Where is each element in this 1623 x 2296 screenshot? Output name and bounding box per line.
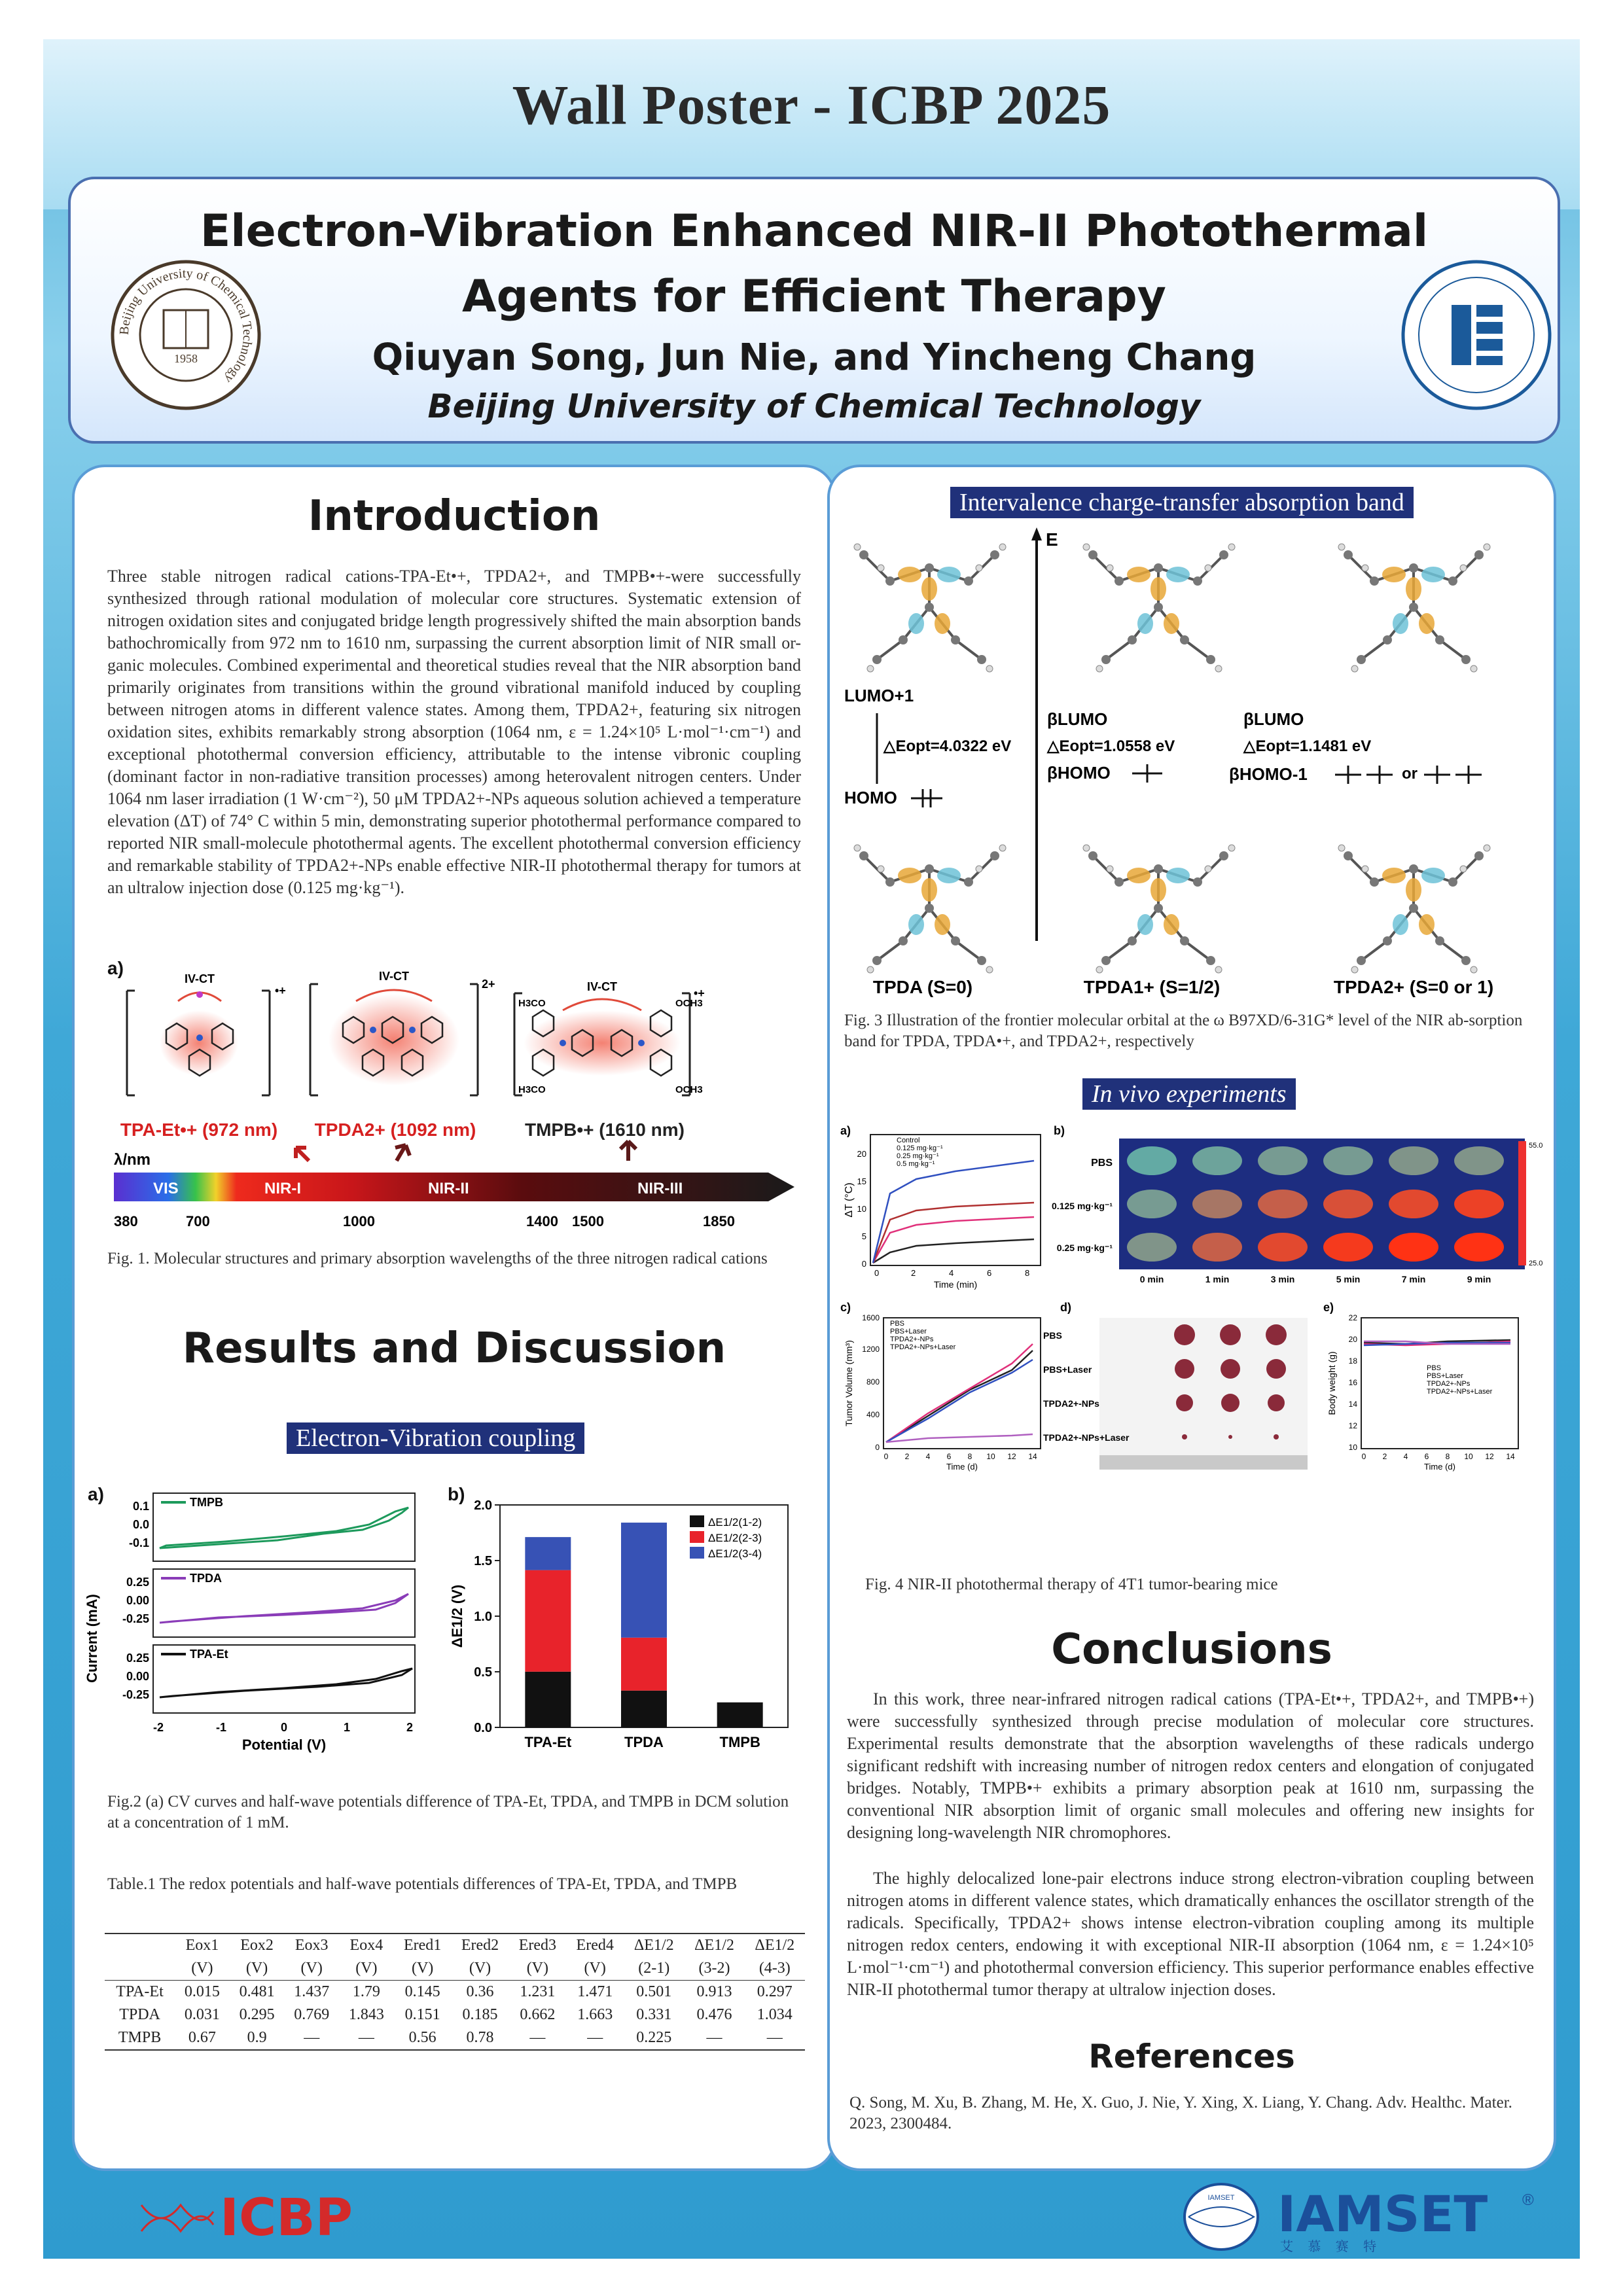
tumor-specimen: [1268, 1394, 1285, 1411]
y-tick-label: 0.5: [474, 1665, 492, 1680]
svg-text:6: 6: [946, 1452, 952, 1461]
table-cell: 1.437: [294, 1983, 330, 2000]
table-column-unit: (3-2): [684, 1957, 744, 1981]
svg-text:20: 20: [857, 1149, 866, 1159]
affiliation: Beijing University of Chemical Technology: [427, 387, 1201, 425]
svg-text:Time (d): Time (d): [946, 1462, 978, 1472]
svg-text:NIR-II: NIR-II: [428, 1180, 469, 1197]
table-column-header: Eox2: [230, 1934, 285, 1957]
legend-swatch: [690, 1515, 704, 1527]
table-row-label: TMPB: [105, 2026, 175, 2050]
table-column-header: Eox3: [284, 1934, 339, 1957]
table-column-unit: (V): [175, 1957, 230, 1981]
thermal-image-cell: [1258, 1190, 1308, 1218]
svg-text:0: 0: [883, 1452, 889, 1461]
svg-text:0.25 mg·kg⁻¹: 0.25 mg·kg⁻¹: [897, 1152, 939, 1160]
legend-swatch: [690, 1547, 704, 1559]
tumor-specimen: [1274, 1434, 1279, 1439]
left-column-panel: [72, 465, 836, 2171]
svg-text:1 min: 1 min: [1205, 1274, 1230, 1284]
thermal-image-cell: [1127, 1233, 1177, 1262]
y-tick-label: 2.0: [474, 1498, 492, 1513]
svg-text:0: 0: [874, 1268, 880, 1278]
svg-text:0.125 mg·kg⁻¹: 0.125 mg·kg⁻¹: [897, 1144, 943, 1152]
svg-text:c): c): [840, 1301, 851, 1314]
table-cell: —: [566, 2026, 624, 2050]
tumor-specimen: [1228, 1435, 1232, 1439]
svg-text:0 min: 0 min: [1139, 1274, 1164, 1284]
tumor-specimen: [1220, 1324, 1241, 1345]
table-column-header: Ered1: [394, 1934, 452, 1957]
svg-text:a): a): [840, 1124, 851, 1137]
thermal-image-cell: [1323, 1190, 1373, 1218]
tumor-specimen: [1174, 1324, 1195, 1345]
svg-text:400: 400: [866, 1410, 880, 1419]
svg-text:8: 8: [1025, 1268, 1030, 1278]
svg-text:-0.25: -0.25: [122, 1612, 149, 1625]
fig4-in-vivo-panels: [838, 1122, 1544, 1527]
tmpb-structure: [514, 980, 705, 1140]
tumor-specimen: [1182, 1434, 1187, 1439]
svg-text:0.25 mg·kg⁻¹: 0.25 mg·kg⁻¹: [1056, 1243, 1113, 1253]
table-cell: 0.36: [466, 1983, 494, 2000]
svg-text:βHOMO: βHOMO: [1047, 763, 1111, 783]
table-cell: 0.331: [636, 2006, 672, 2023]
svg-text:0: 0: [280, 1721, 288, 1734]
svg-text:△Eopt=1.0558 eV: △Eopt=1.0558 eV: [1047, 737, 1175, 755]
table-cell: 0.145: [404, 1983, 440, 2000]
svg-text:TPDA2+-NPs+Laser: TPDA2+-NPs+Laser: [1043, 1432, 1130, 1443]
svg-text:•+: •+: [694, 987, 705, 1000]
svg-text:or: or: [1402, 765, 1418, 783]
svg-text:PBS+Laser: PBS+Laser: [1427, 1372, 1463, 1380]
svg-text:TPDA2+ (S=0 or 1): TPDA2+ (S=0 or 1): [1333, 977, 1494, 997]
svg-text:0.1: 0.1: [132, 1500, 149, 1513]
svg-text:20: 20: [1348, 1335, 1357, 1344]
svg-text:βHOMO-1: βHOMO-1: [1229, 764, 1308, 784]
table-cell: 0.031: [184, 2006, 220, 2023]
x-tick-label: TMPB: [719, 1734, 760, 1750]
table-column-header: ΔE1/2: [684, 1934, 744, 1957]
ivct-subtitle: Intervalence charge-transfer absorption band: [950, 487, 1414, 518]
svg-text:700: 700: [186, 1213, 210, 1229]
tumor-specimen: [1221, 1394, 1240, 1412]
table-column-header: ΔE1/2: [745, 1934, 805, 1957]
svg-text:9 min: 9 min: [1467, 1274, 1491, 1284]
svg-text:0.00: 0.00: [126, 1594, 149, 1607]
bar-segment: [621, 1638, 667, 1691]
svg-text:△Eopt=1.1481 eV: △Eopt=1.1481 eV: [1243, 737, 1372, 755]
svg-text:•+: •+: [275, 984, 286, 997]
table-column-unit: (2-1): [624, 1957, 684, 1981]
table-column-unit: (V): [339, 1957, 394, 1981]
svg-text:3 min: 3 min: [1270, 1274, 1295, 1284]
fig2b-label: b): [448, 1484, 465, 1504]
svg-text:TPA-Et: TPA-Et: [190, 1648, 228, 1661]
svg-text:0.5 mg·kg⁻¹: 0.5 mg·kg⁻¹: [897, 1160, 935, 1168]
svg-text:TPDA2+ (1092 nm): TPDA2+ (1092 nm): [314, 1120, 476, 1140]
svg-text:18: 18: [1348, 1356, 1357, 1366]
bar-segment: [621, 1523, 667, 1638]
svg-text:12: 12: [1007, 1452, 1016, 1461]
thermal-image-cell: [1127, 1146, 1177, 1175]
svg-text:IV-CT: IV-CT: [378, 970, 410, 983]
tumor-specimen: [1175, 1359, 1194, 1379]
legend-label: ΔE1/2(1-2): [708, 1516, 762, 1528]
table-column-header: Eox4: [339, 1934, 394, 1957]
thermal-image-cell: [1389, 1146, 1438, 1175]
svg-text:10: 10: [1464, 1452, 1473, 1461]
svg-text:25.0: 25.0: [1529, 1260, 1543, 1267]
svg-text:1500: 1500: [572, 1213, 604, 1229]
svg-text:b): b): [1054, 1124, 1065, 1137]
svg-text:4: 4: [925, 1452, 931, 1461]
svg-text:®: ®: [1522, 2191, 1534, 2209]
y-axis-label: ΔE1/2 (V): [449, 1584, 465, 1648]
svg-text:22: 22: [1348, 1313, 1357, 1322]
table-column-header: ΔE1/2: [624, 1934, 684, 1957]
svg-text:-2: -2: [152, 1721, 164, 1734]
table-cell: 0.913: [696, 1983, 732, 2000]
svg-text:IV-CT: IV-CT: [586, 980, 618, 993]
svg-text:4: 4: [1403, 1452, 1408, 1461]
svg-text:TPDA2+-NPs+Laser: TPDA2+-NPs+Laser: [1427, 1388, 1493, 1396]
table-column-unit: (V): [566, 1957, 624, 1981]
svg-text:16: 16: [1348, 1378, 1357, 1387]
icbp-logo: [135, 2179, 397, 2251]
legend-label: ΔE1/2(3-4): [708, 1547, 762, 1560]
right-column-panel: [827, 465, 1556, 2171]
fig1-molecular-structures: [114, 964, 801, 1239]
table-row-label: TPA-Et: [116, 1983, 164, 2000]
svg-text:55.0: 55.0: [1529, 1142, 1543, 1150]
svg-text:1400: 1400: [526, 1213, 558, 1229]
svg-text:TPDA2+-NPs: TPDA2+-NPs: [1427, 1380, 1471, 1388]
svg-text:TPDA2+-NPs: TPDA2+-NPs: [890, 1335, 934, 1343]
svg-text:14: 14: [1348, 1400, 1357, 1409]
spectrum-unit: λ/nm: [114, 1151, 151, 1169]
fig2b-stacked-bar-chart: [448, 1485, 814, 1760]
table-header-row: [105, 1934, 805, 1957]
svg-text:PBS+Laser: PBS+Laser: [1043, 1364, 1092, 1375]
table-cell: 0.662: [520, 2006, 556, 2023]
svg-text:PBS: PBS: [890, 1320, 905, 1328]
conclusions-paragraph-1: In this work, three near-infrared nitrogen radical cations (TPA-Et•+, TPDA2+, and TMPB•+) were successfully synthesized through precise modulation of molecular core structures. Experimental results demonstrate that the absorption wavelengths of these radicals undergo significant redshift with increasing number of nitrogen redox centers and elongation of conjugated bridges. Notably, TMPB•+ exhibits a primary absorption peak at 1610 nm, surpassing the conventional NIR absorption limit of organic small molecules and offering new insights for designing long-wavelength NIR chromophores.: [847, 1689, 1534, 1842]
table-column-unit: (V): [508, 1957, 566, 1981]
conclusions-paragraph-2: The highly delocalized lone-pair electrons induce strong electron-vibration coupling between nitrogen atoms in different valence states, which dramatically enhances the oscillator strength of the radicals. Specifically, TPDA2+ shows intense electron-vibration coupling among its multiple nitrogen redox centers, endowing it with exceptional NIR-II absorption (1064 nm, ε = 1.24×10⁵ L·mol⁻¹·cm⁻¹) and photothermal conversion efficiency. This superior performance enables effective NIR-II photothermal tumor therapy at ultralow injection doses.: [847, 1869, 1534, 1999]
fig3-caption: Fig. 3 Illustration of the frontier molecular orbital at the ω B97XD/6-31G* level of the NIR ab-sorption band for TPDA, TPDA•+, and TPDA2+, respectively: [844, 1012, 1523, 1050]
introduction-heading: Introduction: [308, 492, 601, 540]
iamset-logo: [1182, 2178, 1548, 2256]
svg-text:IV-CT: IV-CT: [184, 972, 215, 985]
svg-text:βLUMO: βLUMO: [1047, 709, 1108, 729]
electron-vibration-subtitle: Electron-Vibration coupling: [287, 1422, 584, 1454]
svg-text:1000: 1000: [343, 1213, 375, 1229]
svg-text:0: 0: [861, 1259, 866, 1269]
svg-text:TPDA: TPDA: [190, 1572, 222, 1585]
svg-text:0: 0: [875, 1443, 880, 1452]
svg-text:TPDA (S=0): TPDA (S=0): [872, 977, 973, 997]
svg-text:1200: 1200: [862, 1345, 880, 1354]
table-cell: 1.471: [577, 1983, 613, 2000]
bar-segment: [525, 1570, 571, 1672]
thermal-image-cell: [1192, 1146, 1242, 1175]
x-tick-label: TPDA: [624, 1734, 664, 1750]
table-row-label: TPDA: [119, 2006, 160, 2023]
iamset-text: IAMSET: [1277, 2185, 1488, 2243]
x-tick-label: TPA-Et: [524, 1734, 572, 1750]
table-cell: 1.663: [577, 2006, 613, 2023]
svg-text:2: 2: [904, 1452, 910, 1461]
reference-entry: Q. Song, M. Xu, B. Zhang, M. He, X. Guo, J. Nie, Y. Xing, X. Liang, Y. Chang. Adv. Healthc. Mater. 2023, 2300484.: [849, 2094, 1512, 2132]
svg-text:TPDA2+-NPs+Laser: TPDA2+-NPs+Laser: [890, 1343, 956, 1351]
svg-text:0.25: 0.25: [126, 1576, 149, 1589]
redox-table: [105, 1933, 805, 2051]
table-cell: —: [284, 2026, 339, 2050]
svg-text:βLUMO: βLUMO: [1243, 709, 1304, 729]
in-vivo-subtitle: In vivo experiments: [1082, 1078, 1296, 1110]
svg-text:OCH3: OCH3: [675, 998, 703, 1009]
tpda-structure: [310, 970, 495, 1140]
svg-text:8: 8: [967, 1452, 972, 1461]
svg-text:Current (mA): Current (mA): [84, 1594, 100, 1683]
table-column-header: Ered4: [566, 1934, 624, 1957]
dna-icon: [141, 2205, 213, 2231]
svg-text:2: 2: [406, 1721, 414, 1734]
tumor-specimen: [1266, 1359, 1286, 1379]
svg-text:380: 380: [114, 1213, 138, 1229]
table-cell: 1.231: [520, 1983, 556, 2000]
fig1-caption: Fig. 1. Molecular structures and primary absorption wavelengths of the three nitrogen radical cations: [107, 1250, 768, 1267]
svg-text:△Eopt=4.0322 eV: △Eopt=4.0322 eV: [883, 737, 1012, 755]
title-header: [68, 177, 1560, 444]
table-cell: —: [745, 2026, 805, 2050]
banner-title: Wall Poster - ICBP 2025: [512, 73, 1111, 136]
svg-text:14: 14: [1028, 1452, 1037, 1461]
table-cell: 1.034: [757, 2006, 793, 2023]
thermal-image-cell: [1389, 1190, 1438, 1218]
svg-text:0.00: 0.00: [126, 1670, 149, 1683]
svg-text:Body weight (g): Body weight (g): [1327, 1351, 1337, 1415]
y-tick-label: 1.0: [474, 1610, 492, 1624]
svg-text:VIS: VIS: [153, 1180, 179, 1197]
table-cell: 0.225: [624, 2026, 684, 2050]
thermal-image-cell: [1454, 1233, 1504, 1262]
icbp-text: ICBP: [220, 2189, 353, 2248]
tpa-et-structure: [120, 972, 286, 1140]
svg-text:PBS: PBS: [1091, 1157, 1113, 1169]
svg-text:TMPB: TMPB: [190, 1496, 223, 1509]
table-cell: 0.015: [184, 1983, 220, 2000]
svg-text:d): d): [1060, 1301, 1071, 1314]
svg-text:Control: Control: [897, 1137, 920, 1144]
introduction-text: Three stable nitrogen radical cations-TPA-Et•+, TPDA2+, and TMPB•+-were successfully synthesized through rational modulation of molecular core structures. Systematic extension of nitrogen oxidation sites and conjugated bridge length progressively shifted the main absorption bands bathochromically from 972 nm to 1610 nm, surpassing the current absorption limit of NIR small or-ganic molecules. Combined experimental and theoretical studies reveal that the NIR absorption band primarily originates from transitions within the ground vibrational manifold induced by coupling between nitrogen atoms in different valence states. Among them, TPDA2+, featuring six nitrogen oxidation sites, exhibits remarkably strong absorption (1064 nm, ε = 1.24×10⁵ L·mol⁻¹·cm⁻¹) and exceptional photothermal conversion efficiency, attributable to the intense vibronic coupling (dominant factor in non-radiative transition processes) among heterovalent nitrogen centers. Under 1064 nm laser irradiation (1 W·cm⁻²), 50 μM TPDA2+-NPs aqueous solution achieved a temperature elevation (ΔT) of 74° C within 5 min, demonstrating superior photothermal performance compared to reported NIR small-molecule photothermal agents. The excellent photothermal conversion efficiency and remarkable stability of TPDA2+-NPs enable effective NIR-II photothermal therapy for tumors at an ultralow injection dose (0.125 mg·kg⁻¹).: [107, 567, 801, 897]
svg-text:Time (min): Time (min): [933, 1279, 978, 1290]
fig2a-cv-curves: [84, 1488, 428, 1782]
svg-text:6: 6: [1424, 1452, 1429, 1461]
svg-text:TPDA1+ (S=1/2): TPDA1+ (S=1/2): [1083, 977, 1221, 997]
table-cell: 0.476: [696, 2006, 732, 2023]
thermal-image-cell: [1192, 1233, 1242, 1262]
y-tick-label: 0.0: [474, 1721, 492, 1735]
thermal-image-cell: [1323, 1146, 1373, 1175]
svg-text:7 min: 7 min: [1401, 1274, 1426, 1284]
svg-text:NIR-III: NIR-III: [637, 1180, 683, 1197]
svg-text:8: 8: [1445, 1452, 1450, 1461]
table-cell: 1.79: [352, 1983, 380, 2000]
thermal-image-cell: [1258, 1233, 1308, 1262]
university-seal-logo: [109, 258, 263, 412]
table-cell: —: [508, 2026, 566, 2050]
svg-text:Time (d): Time (d): [1424, 1462, 1455, 1472]
svg-text:H3CO: H3CO: [518, 1084, 546, 1095]
table-column-header: Ered3: [508, 1934, 566, 1957]
svg-text:14: 14: [1506, 1452, 1515, 1461]
svg-text:10: 10: [986, 1452, 995, 1461]
bar-segment: [525, 1537, 571, 1570]
svg-text:Potential (V): Potential (V): [241, 1737, 327, 1753]
table-row: [105, 2004, 805, 2026]
table-cell: 0.295: [239, 2006, 275, 2023]
poster-title: [71, 199, 1558, 330]
table-column-unit: (V): [230, 1957, 285, 1981]
svg-text:HOMO: HOMO: [844, 788, 897, 807]
tumor-specimen: [1176, 1394, 1193, 1411]
table-cell: —: [339, 2026, 394, 2050]
table-column-unit: (V): [284, 1957, 339, 1981]
table-cell: 0.297: [757, 1983, 793, 2000]
poster: [43, 39, 1580, 2259]
svg-text:-0.25: -0.25: [122, 1688, 149, 1701]
table-cell: 0.185: [462, 2006, 498, 2023]
svg-text:艾 慕 赛 特: 艾 慕 赛 特: [1280, 2238, 1382, 2254]
table1-caption: Table.1 The redox potentials and half-wave potentials differences of TPA-Et, TPDA, and TMPB: [107, 1875, 738, 1893]
svg-text:0.25: 0.25: [126, 1651, 149, 1665]
svg-text:1850: 1850: [703, 1213, 735, 1229]
table-cell: —: [684, 2026, 744, 2050]
svg-text:4: 4: [949, 1268, 954, 1278]
authors: Qiuyan Song, Jun Nie, and Yincheng Chang: [372, 336, 1257, 379]
svg-text:Tumor Volume (mm³): Tumor Volume (mm³): [844, 1340, 854, 1426]
svg-text:TPA-Et•+ (972 nm): TPA-Et•+ (972 nm): [120, 1120, 278, 1140]
fig2a-label: a): [88, 1484, 104, 1504]
table-cell: 0.501: [636, 1983, 672, 2000]
svg-text:10: 10: [1348, 1443, 1357, 1452]
table-units-row: [105, 1957, 805, 1981]
table-column-unit: (V): [452, 1957, 509, 1981]
thermal-image-cell: [1454, 1146, 1504, 1175]
svg-text:TMPB•+ (1610 nm): TMPB•+ (1610 nm): [525, 1120, 685, 1140]
references-heading: References: [1088, 2038, 1295, 2075]
table-cell: 0.67: [175, 2026, 230, 2050]
institute-seal-logo: [1399, 258, 1554, 412]
bar-segment: [717, 1703, 763, 1727]
svg-text:5: 5: [861, 1231, 866, 1241]
table-cell: 0.769: [294, 2006, 330, 2023]
tumor-specimen: [1221, 1359, 1240, 1379]
table-column-unit: (V): [394, 1957, 452, 1981]
svg-text:12: 12: [1348, 1421, 1357, 1430]
table-cell: 0.78: [452, 2026, 509, 2050]
thermal-image-cell: [1323, 1233, 1373, 1262]
fig4-caption: Fig. 4 NIR-II photothermal therapy of 4T1 tumor-bearing mice: [865, 1576, 1278, 1593]
fig1-panel-label: a): [107, 958, 124, 978]
svg-text:2: 2: [911, 1268, 916, 1278]
svg-text:-0.1: -0.1: [128, 1536, 149, 1549]
tumor-specimen: [1266, 1324, 1287, 1345]
svg-text:e): e): [1323, 1301, 1334, 1314]
poster-title-line2: Agents for Efficient Therapy: [462, 271, 1166, 323]
table-column-unit: (4-3): [745, 1957, 805, 1981]
svg-text:800: 800: [866, 1377, 880, 1386]
svg-text:0: 0: [1361, 1452, 1366, 1461]
svg-text:0.0: 0.0: [132, 1518, 149, 1531]
svg-text:6: 6: [987, 1268, 992, 1278]
svg-text:ΔT (°C): ΔT (°C): [844, 1182, 855, 1218]
svg-text:PBS: PBS: [1043, 1330, 1062, 1341]
svg-text:0.125 mg·kg⁻¹: 0.125 mg·kg⁻¹: [1052, 1201, 1113, 1211]
table-cell: 1.843: [348, 2006, 384, 2023]
svg-text:12: 12: [1485, 1452, 1494, 1461]
svg-text:IAMSET: IAMSET: [1207, 2194, 1235, 2202]
y-tick-label: 1.5: [474, 1554, 492, 1568]
svg-text:1600: 1600: [862, 1313, 880, 1322]
seal-year: 1958: [174, 352, 198, 365]
table-column-header: Ered2: [452, 1934, 509, 1957]
table-column-header: Eox1: [175, 1934, 230, 1957]
svg-text:PBS+Laser: PBS+Laser: [890, 1328, 927, 1335]
svg-text:NIR-I: NIR-I: [264, 1180, 301, 1197]
thermal-image-cell: [1192, 1190, 1242, 1218]
svg-text:10: 10: [857, 1204, 866, 1214]
svg-text:-1: -1: [215, 1721, 227, 1734]
fig2-caption: Fig.2 (a) CV curves and half-wave potentials difference of TPA-Et, TPDA, and TMPB in DCM solution at a concentration of 1 mM.: [107, 1793, 789, 1831]
svg-text:15: 15: [857, 1176, 866, 1186]
svg-text:2: 2: [1382, 1452, 1387, 1461]
bar-segment: [525, 1672, 571, 1727]
table-cell: 0.481: [239, 1983, 275, 2000]
svg-text:PBS: PBS: [1427, 1364, 1442, 1372]
bar-segment: [621, 1691, 667, 1727]
svg-text:E: E: [1046, 529, 1058, 550]
svg-text:H3CO: H3CO: [518, 998, 546, 1009]
table-cell: 0.56: [394, 2026, 452, 2050]
legend-swatch: [690, 1531, 704, 1543]
svg-text:2+: 2+: [482, 978, 495, 991]
svg-text:OCH3: OCH3: [675, 1084, 703, 1095]
table-row: [105, 1981, 805, 2004]
thermal-image-cell: [1389, 1233, 1438, 1262]
table-row: [105, 2026, 805, 2050]
svg-text:5 min: 5 min: [1336, 1274, 1361, 1284]
thermal-image-cell: [1454, 1190, 1504, 1218]
svg-text:1: 1: [343, 1721, 351, 1734]
conclusions-heading: Conclusions: [1051, 1625, 1332, 1674]
thermal-image-cell: [1127, 1190, 1177, 1218]
fig3-frontier-orbitals: [838, 522, 1544, 1006]
thermal-image-cell: [1258, 1146, 1308, 1175]
legend-label: ΔE1/2(2-3): [708, 1532, 762, 1544]
seal-text: Beijing University of Chemical Technology: [116, 266, 255, 387]
table-cell: 0.9: [230, 2026, 285, 2050]
table-cell: 0.151: [404, 2006, 440, 2023]
svg-text:TPDA2+-NPs: TPDA2+-NPs: [1043, 1398, 1099, 1409]
poster-title-line1: Electron-Vibration Enhanced NIR-II Photothermal: [200, 205, 1429, 257]
svg-text:LUMO+1: LUMO+1: [844, 686, 914, 705]
results-heading: Results and Discussion: [182, 1324, 726, 1373]
